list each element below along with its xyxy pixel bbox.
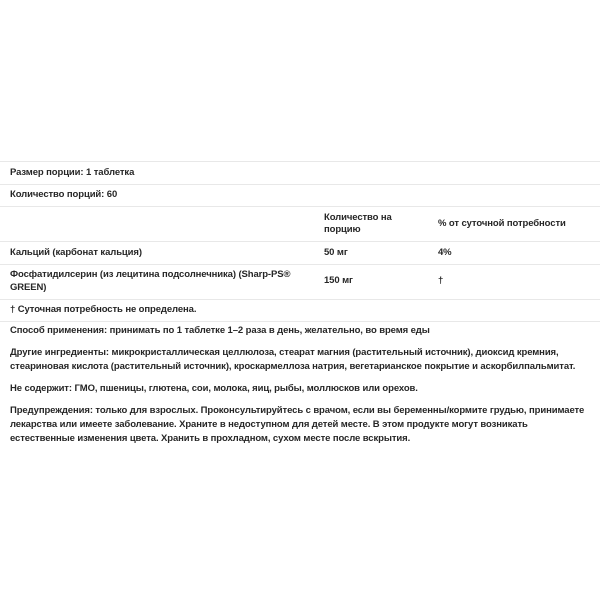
nutrient-name: Фосфатидилсерин (из лецитина подсолнечника) (Sharp-PS® GREEN) <box>10 269 291 293</box>
nutrient-amount: 50 мг <box>324 246 348 258</box>
other-ingredients-paragraph: Другие ингредиенты: микрокристаллическая целлюлоза, стеарат магния (растительный источник), диоксид кремния, стеариновая кислота (растительный источник), кроскармеллоза натрия, вегетарианское покрытие и аскорбилпальмитат. <box>10 347 576 372</box>
supplement-facts-table <box>0 161 600 322</box>
footnote-row <box>0 299 600 322</box>
free-of-paragraph: Не содержит: ГМО, пшеницы, глютена, сои, молока, яиц, рыбы, моллюсков или орехов. <box>10 383 418 394</box>
servings-per-container-row <box>0 184 600 207</box>
nutrient-row-calcium <box>0 241 600 264</box>
info-paragraphs <box>10 324 588 454</box>
warnings-paragraph: Предупреждения: только для взрослых. Проконсультируйтесь с врачом, если вы беременны/кормите грудью, принимаете лекарства или имеете заболевание. Храните в недоступном для детей месте. В этом продукте могут возникать естественные изменения цвета. Хранить в прохладном, сухом месте после вскрытия. <box>10 405 585 444</box>
nutrient-daily-value: 4% <box>438 246 452 258</box>
servings-per-container-text: Количество порций: 60 <box>10 189 118 200</box>
header-amount-per-serving <box>324 212 438 237</box>
header-percent-daily-value: % от суточной потребности <box>438 217 566 229</box>
header-amount-per-serving-label: Количество на порцию <box>324 211 392 235</box>
table-header-row <box>0 206 600 241</box>
nutrient-name: Кальций (карбонат кальция) <box>10 246 142 258</box>
nutrient-daily-value: † <box>438 275 444 287</box>
serving-size-text: Размер порции: 1 таблетка <box>10 166 135 178</box>
serving-size-row <box>0 161 600 184</box>
nutrient-amount: 150 мг <box>324 275 353 287</box>
directions-paragraph: Способ применения: принимать по 1 таблетке 1–2 раза в день, желательно, во время еды <box>10 325 430 336</box>
nutrient-row-phosphatidylserine <box>0 264 600 299</box>
daily-value-footnote: † Суточная потребность не определена. <box>10 304 197 315</box>
